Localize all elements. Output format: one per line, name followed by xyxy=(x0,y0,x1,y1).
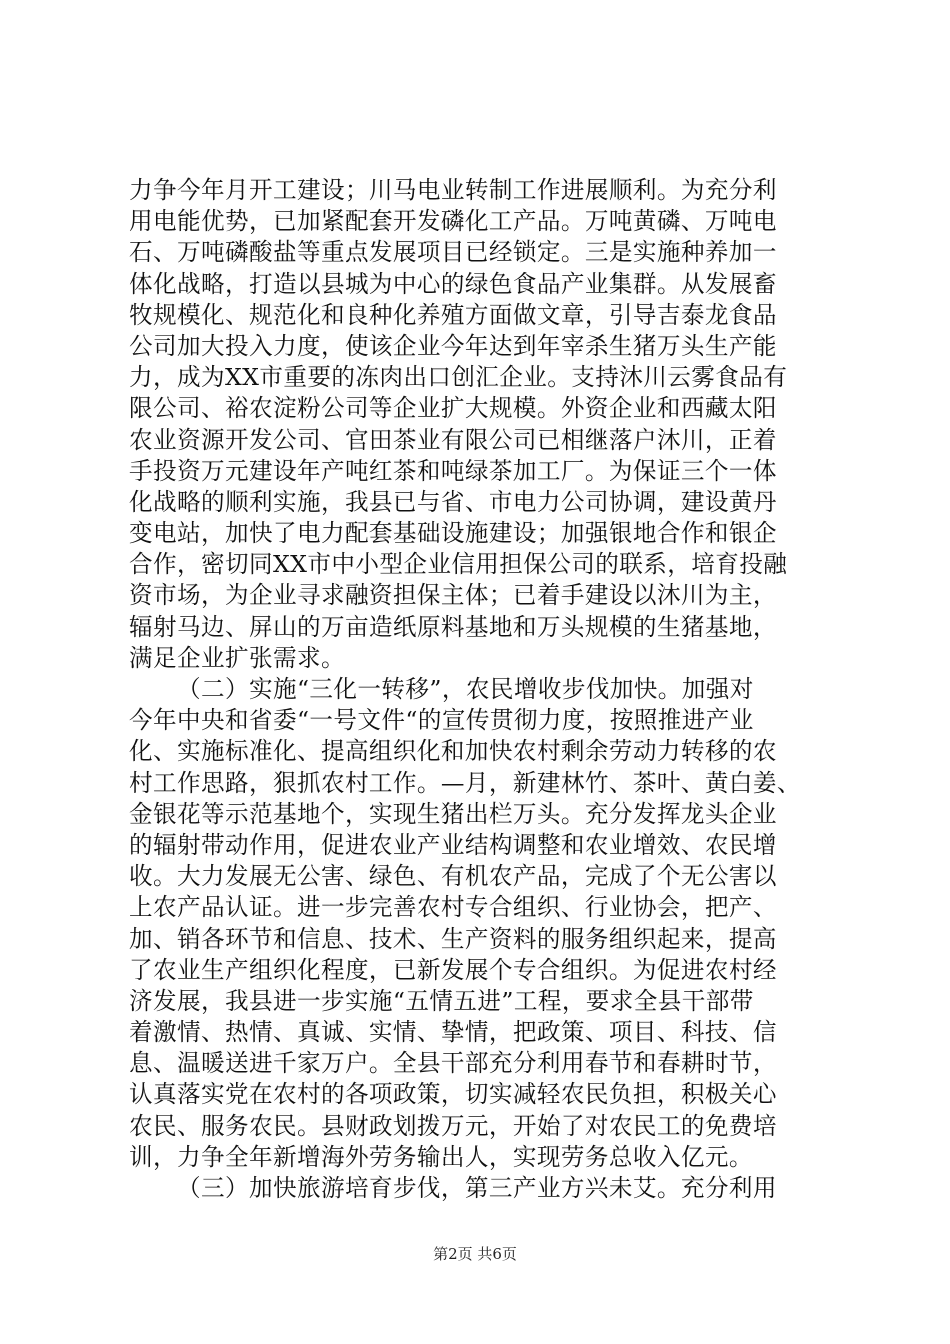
text-line: 力，成为XX市重要的冻肉出口创汇企业。支持沐川云雾食品有 xyxy=(129,363,788,392)
text-line: 公司加大投入力度，使该企业今年达到年宰杀生猪万头生产能 xyxy=(129,331,777,360)
text-line: 着激情、热情、真诚、实情、挚情，把政策、项目、科技、信 xyxy=(129,1018,777,1047)
text-line: 用电能优势，已加紧配套开发磷化工产品。万吨黄磷、万吨电 xyxy=(129,207,777,236)
text-line: 上农产品认证。进一步完善农村专合组织、行业协会，把产、 xyxy=(129,893,777,922)
body-text xyxy=(129,175,839,1204)
text-line: 力争今年月开工建设；川马电业转制工作进展顺利。为充分利 xyxy=(129,176,777,204)
text-line: 济发展，我县进一步实施“五情五进”工程，要求全县干部带 xyxy=(129,986,754,1015)
text-line: 化、实施标准化、提高组织化和加快农村剩余劳动力转移的农 xyxy=(129,737,777,766)
text-line: 了农业生产组织化程度，已新发展个专合组织。为促进农村经 xyxy=(129,955,777,984)
text-line: 收。大力发展无公害、绿色、有机农产品，完成了个无公害以 xyxy=(129,862,777,891)
text-line: 满足企业扩张需求。 xyxy=(129,643,345,672)
text-line: （三）加快旅游培育步伐，第三产业方兴未艾。充分利用 xyxy=(177,1174,777,1202)
text-line: 石、万吨磷酸盐等重点发展项目已经锁定。三是实施种养加一 xyxy=(129,238,777,267)
text-line: 变电站，加快了电力配套基础设施建设；加强银地合作和银企 xyxy=(129,519,777,548)
text-line: 农业资源开发公司、官田茶业有限公司已相继落户沐川，正着 xyxy=(129,425,777,454)
text-line: 牧规模化、规范化和良种化养殖方面做文章，引导吉泰龙食品 xyxy=(129,300,777,329)
text-line: 加、销各环节和信息、技术、生产资料的服务组织起来，提高 xyxy=(129,924,777,953)
text-line: 体化战略，打造以县城为中心的绿色食品产业集群。从发展畜 xyxy=(129,269,777,298)
text-line: 手投资万元建设年产吨红茶和吨绿茶加工厂。为保证三个一体 xyxy=(129,456,777,485)
text-line: 合作，密切同XX市中小型企业信用担保公司的联系，培育投融 xyxy=(129,550,788,579)
text-line: 认真落实党在农村的各项政策，切实减轻农民负担，积极关心 xyxy=(129,1080,777,1109)
text-line: 辐射马边、屏山的万亩造纸原料基地和万头规模的生猪基地， xyxy=(129,612,777,641)
text-line: 金银花等示范基地个，实现生猪出栏万头。充分发挥龙头企业 xyxy=(129,799,777,828)
text-line: 今年中央和省委“一号文件“的宣传贯彻力度，按照推进产业 xyxy=(129,706,754,735)
text-line: 农民、服务农民。县财政划拨万元，开始了对农民工的免费培 xyxy=(129,1111,777,1140)
text-line: 训，力争全年新增海外劳务输出人，实现劳务总收入亿元。 xyxy=(129,1142,753,1171)
text-line: 的辐射带动作用，促进农业产业结构调整和农业增效、农民增 xyxy=(129,830,777,859)
text-line: 化战略的顺利实施，我县已与省、市电力公司协调，建设黄丹 xyxy=(129,487,777,516)
text-line: 息、温暖送进千家万户。全县干部充分利用春节和春耕时节， xyxy=(129,1049,777,1078)
text-line: 资市场，为企业寻求融资担保主体；已着手建设以沐川为主， xyxy=(129,581,777,610)
text-line: 限公司、裕农淀粉公司等企业扩大规模。外资企业和西藏太阳 xyxy=(129,394,777,423)
page-footer: 第2页 共6页 xyxy=(433,1245,517,1263)
text-line: （二）实施“三化一转移”，农民增收步伐加快。加强对 xyxy=(177,675,754,703)
text-line: 村工作思路，狠抓农村工作。—月，新建林竹、茶叶、黄白姜、 xyxy=(129,768,801,797)
